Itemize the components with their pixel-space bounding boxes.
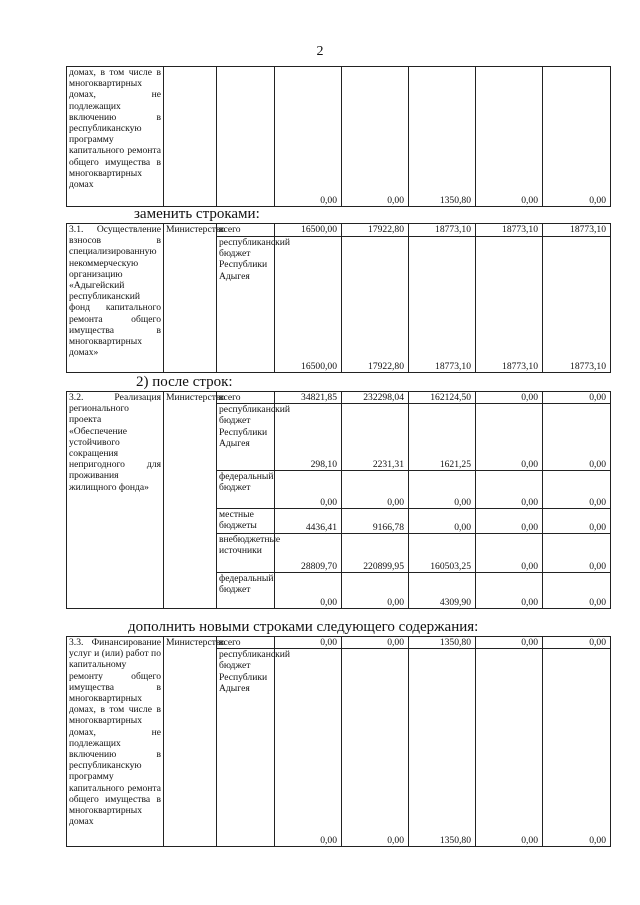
source-cell: федеральный бюджет (217, 573, 275, 609)
measure-name-cell: 3.2. Реализация регионального проекта «Обеспечение устойчивого сокращения непригодного для проживания жилищного фонда» (67, 392, 164, 609)
executor-cell: Министерство (164, 392, 217, 609)
measure-name-cell: 3.3. Финансирование услуг и (или) работ по капитальному ремонту общего имущества в многоквартирных домах, в том числе в многоквартирных домах, не подлежащих включению в республиканскую программу капитального ремонта общего имущества в многоквартирных домах (67, 637, 164, 847)
value-cell: 0,00 (275, 649, 342, 847)
value-cell: 18773,10 (543, 224, 611, 237)
value-cell: 298,10 (275, 404, 342, 471)
value-cell: 160503,25 (409, 534, 476, 573)
value-cell: 0,00 (409, 471, 476, 509)
value-cell: 0,00 (476, 404, 543, 471)
value-cell: 0,00 (543, 573, 611, 609)
value-cell: 2231,31 (342, 404, 409, 471)
value-cell: 17922,80 (342, 224, 409, 237)
value-cell: 0,00 (476, 392, 543, 404)
value-cell: 0,00 (275, 471, 342, 509)
value-cell: 18773,10 (476, 237, 543, 373)
value-cell: 0,00 (342, 471, 409, 509)
value-cell: 0,00 (476, 509, 543, 534)
value-cell: 0,00 (476, 534, 543, 573)
value-cell: 18773,10 (409, 224, 476, 237)
source-cell: местные бюджеты (217, 509, 275, 534)
value-cell: 232298,04 (342, 392, 409, 404)
value-cell: 0,00 (476, 573, 543, 609)
value-cell: 34821,85 (275, 392, 342, 404)
value-cell: 17922,80 (342, 237, 409, 373)
measure-name-cell: 3.1. Осуществление взносов в специализированную некоммерческую организацию «Адыгейский республиканский фонд капитального ремонта общего имущества в многоквартирных домах» (67, 224, 164, 373)
value-cell: 28809,70 (275, 534, 342, 573)
value-cell: 4309,90 (409, 573, 476, 609)
value-cell: 0,00 (342, 649, 409, 847)
value-cell: 0,00 (476, 67, 543, 207)
executor-cell: Министерство (164, 637, 217, 847)
source-cell: республиканский бюджет Республики Адыгея (217, 649, 275, 847)
value-cell: 0,00 (476, 649, 543, 847)
value-cell: 0,00 (543, 67, 611, 207)
value-cell: 1350,80 (409, 649, 476, 847)
source-cell: республиканский бюджет Республики Адыгея (217, 404, 275, 471)
value-cell: 0,00 (342, 573, 409, 609)
value-cell: 4436,41 (275, 509, 342, 534)
executor-cell: Министерство (164, 224, 217, 373)
value-cell: 220899,95 (342, 534, 409, 573)
value-cell: 0,00 (409, 509, 476, 534)
measure-name-cell: домах, в том числе в многоквартирных домах, не подлежащих включению в республиканскую программу капитального ремонта общего имущества в многоквартирных домах (67, 67, 164, 207)
value-cell: 18773,10 (409, 237, 476, 373)
value-cell: 16500,00 (275, 237, 342, 373)
value-cell: 0,00 (543, 471, 611, 509)
value-cell: 0,00 (476, 637, 543, 649)
source-cell: всего (217, 224, 275, 237)
value-cell: 0,00 (275, 637, 342, 649)
source-cell (217, 67, 275, 207)
page-number: 2 (316, 44, 324, 59)
source-cell: внебюджетные источники (217, 534, 275, 573)
value-cell: 16500,00 (275, 224, 342, 237)
table-measure-3-2 (66, 391, 611, 609)
table-continued-row (66, 66, 611, 207)
value-cell: 0,00 (275, 67, 342, 207)
value-cell: 18773,10 (476, 224, 543, 237)
value-cell: 0,00 (543, 509, 611, 534)
value-cell: 162124,50 (409, 392, 476, 404)
value-cell: 0,00 (543, 637, 611, 649)
table-measure-3-1 (66, 223, 611, 373)
table-measure-3-3 (66, 636, 611, 847)
value-cell: 0,00 (342, 637, 409, 649)
value-cell: 0,00 (476, 471, 543, 509)
value-cell: 0,00 (543, 404, 611, 471)
value-cell: 0,00 (543, 392, 611, 404)
executor-cell (164, 67, 217, 207)
value-cell: 18773,10 (543, 237, 611, 373)
source-cell: федеральный бюджет (217, 471, 275, 509)
value-cell: 0,00 (543, 534, 611, 573)
source-cell: республиканский бюджет Республики Адыгея (217, 237, 275, 373)
value-cell: 0,00 (543, 649, 611, 847)
heading-after: 2) после строк: (136, 374, 233, 390)
value-cell: 1621,25 (409, 404, 476, 471)
source-cell: всего (217, 637, 275, 649)
value-cell: 1350,80 (409, 637, 476, 649)
heading-add: дополнить новыми строками следующего содержания: (128, 619, 479, 635)
value-cell: 1350,80 (409, 67, 476, 207)
value-cell: 0,00 (275, 573, 342, 609)
heading-replace: заменить строками: (134, 206, 260, 222)
value-cell: 9166,78 (342, 509, 409, 534)
source-cell: всего (217, 392, 275, 404)
value-cell: 0,00 (342, 67, 409, 207)
